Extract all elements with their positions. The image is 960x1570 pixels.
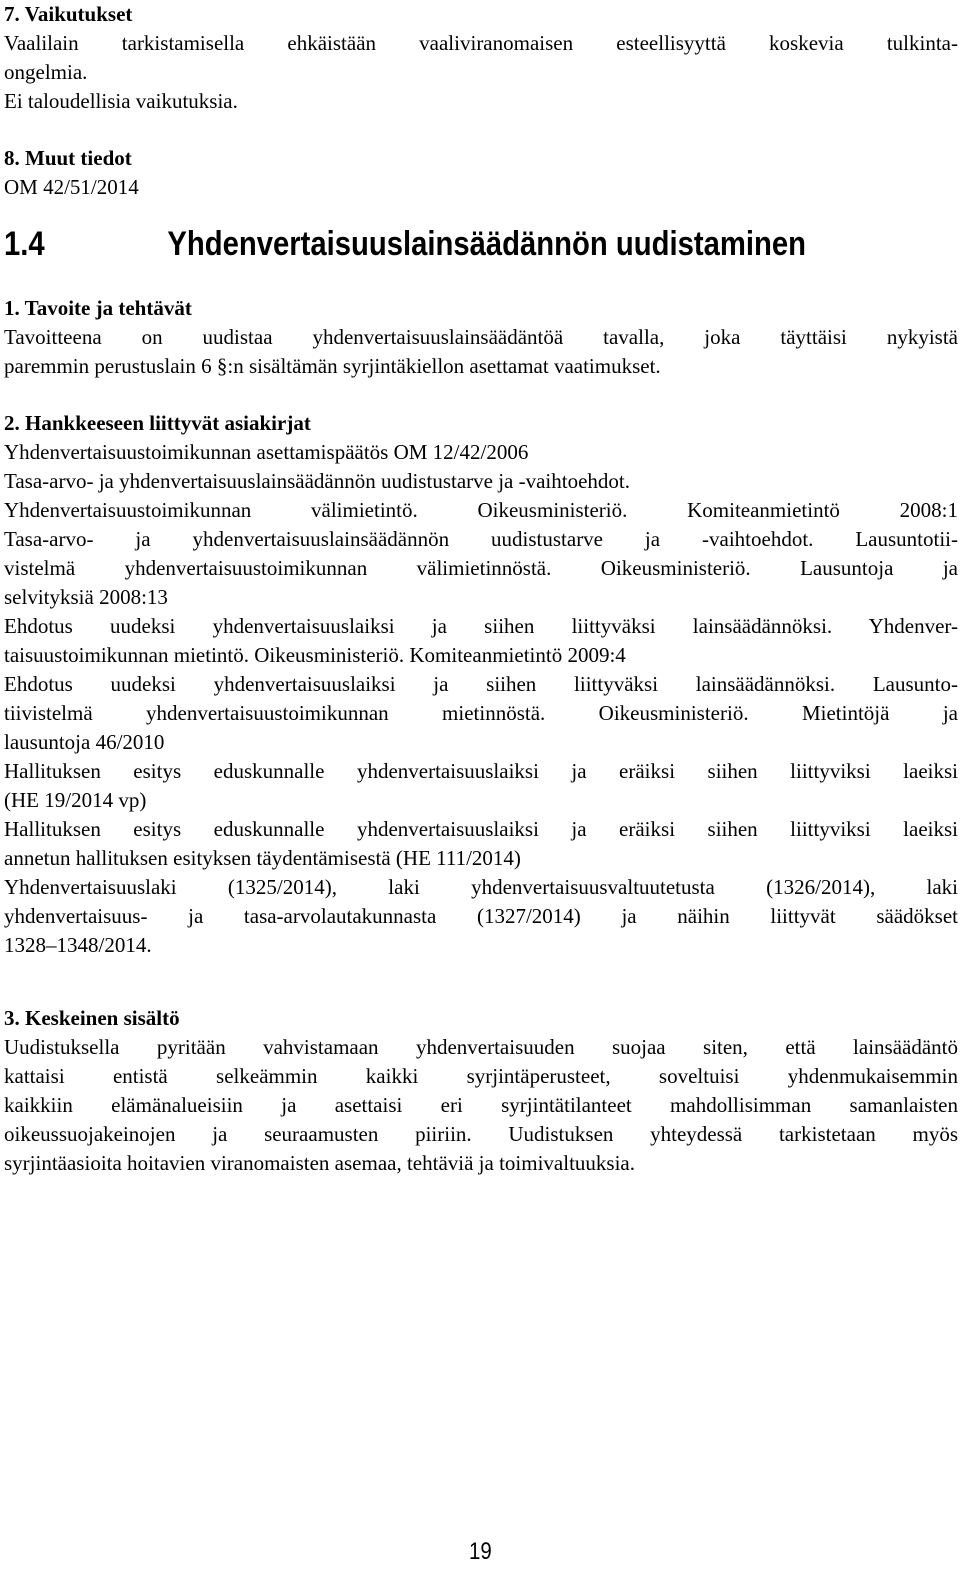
section-vaikutukset [4,0,958,116]
body-line: tiivistelmä yhdenvertaisuustoimikunnan mietinnöstä. Oikeusministeriö. Mietintöjä ja [4,701,958,725]
section-heading: 3. Keskeinen sisältö [4,1006,180,1030]
body-line: Yhdenvertaisuustoimikunnan asettamispäätös OM 12/42/2006 [4,440,529,464]
body-line: Tasa-arvo- ja yhdenvertaisuuslainsäädännön uudistustarve ja -vaihtoehdot. [4,469,631,493]
body-line: Hallituksen esitys eduskunnalle yhdenvertaisuuslaiksi ja eräiksi siihen liittyviksi laeiksi [4,759,958,783]
section-muut-tiedot [4,144,958,202]
body-line: Yhdenvertaisuustoimikunnan välimietintö. Oikeusministeriö. Komiteanmietintö 2008:1 [4,498,958,522]
section-heading: 8. Muut tiedot [4,146,132,170]
body-line: Yhdenvertaisuuslaki (1325/2014), laki yhdenvertaisuusvaltuutetusta (1326/2014), laki [4,875,958,899]
body-line: paremmin perustuslain 6 §:n sisältämän syrjintäkiellon asettamat vaatimukset. [4,354,661,378]
body-line: vistelmä yhdenvertaisuustoimikunnan välimietinnöstä. Oikeusministeriö. Lausuntoja ja [4,556,958,580]
body-line: taisuustoimikunnan mietintö. Oikeusministeriö. Komiteanmietintö 2009:4 [4,643,626,667]
body-line: ongelmia. [4,60,88,84]
body-line: (HE 19/2014 vp) [4,788,147,812]
body-line: Uudistuksella pyritään vahvistamaan yhdenvertaisuuden suojaa siten, että lainsäädäntö [4,1035,958,1059]
body-line: Ehdotus uudeksi yhdenvertaisuuslaiksi ja siihen liittyväksi lainsäädännöksi. Lausunto- [4,672,958,696]
body-line: Tasa-arvo- ja yhdenvertaisuuslainsäädännön uudistustarve ja -vaihtoehdot. Lausuntotii- [4,527,958,551]
body-line: OM 42/51/2014 [4,175,139,199]
section-asiakirjat [4,409,958,960]
page-number [0,1538,960,1566]
body-line: syrjintäasioita hoitavien viranomaisten asemaa, tehtäviä ja toimivaltuuksia. [4,1151,635,1175]
chapter-number: 1.4 [4,225,45,263]
body-line: kaikkiin elämänalueisiin ja asettaisi eri syrjintätilanteet mahdollisimman samanlaisten [4,1093,958,1117]
body-line: yhdenvertaisuus- ja tasa-arvolautakunnasta (1327/2014) ja näihin liittyvät säädökset [4,904,958,928]
section-heading: 2. Hankkeeseen liittyvät asiakirjat [4,411,311,435]
body-line: oikeussuojakeinojen ja seuraamusten piiriin. Uudistuksen yhteydessä tarkistetaan myös [4,1122,958,1146]
body-line: 1328–1348/2014. [4,933,152,957]
body-line: lausuntoja 46/2010 [4,730,165,754]
section-tavoite [4,294,958,381]
body-line: Hallituksen esitys eduskunnalle yhdenvertaisuuslaiksi ja eräiksi siihen liittyviksi laeiksi [4,817,958,841]
page-number-text: 19 [468,1538,492,1565]
body-line: Ei taloudellisia vaikutuksia. [4,89,238,113]
body-line: Tavoitteena on uudistaa yhdenvertaisuuslainsäädäntöä tavalla, joka täyttäisi nykyistä [4,325,958,349]
section-heading: 7. Vaikutukset [4,2,133,26]
body-line: Vaalilain tarkistamisella ehkäistään vaaliviranomaisen esteellisyyttä koskevia tulkinta- [4,31,958,55]
section-keskeinen-sisalto [4,1004,958,1178]
document-page [4,0,958,1178]
section-heading: 1. Tavoite ja tehtävät [4,296,192,320]
body-line: annetun hallituksen esityksen täydentämisestä (HE 111/2014) [4,846,521,870]
body-line: kattaisi entistä selkeämmin kaikki syrjintäperusteet, soveltuisi yhdenmukaisemmin [4,1064,958,1088]
body-line: Ehdotus uudeksi yhdenvertaisuuslaiksi ja siihen liittyväksi lainsäädännöksi. Yhdenver- [4,614,958,638]
body-line: selvityksiä 2008:13 [4,585,168,609]
chapter-title-text: Yhdenvertaisuuslainsäädännön uudistaminen [167,225,806,263]
chapter-title [4,224,824,264]
